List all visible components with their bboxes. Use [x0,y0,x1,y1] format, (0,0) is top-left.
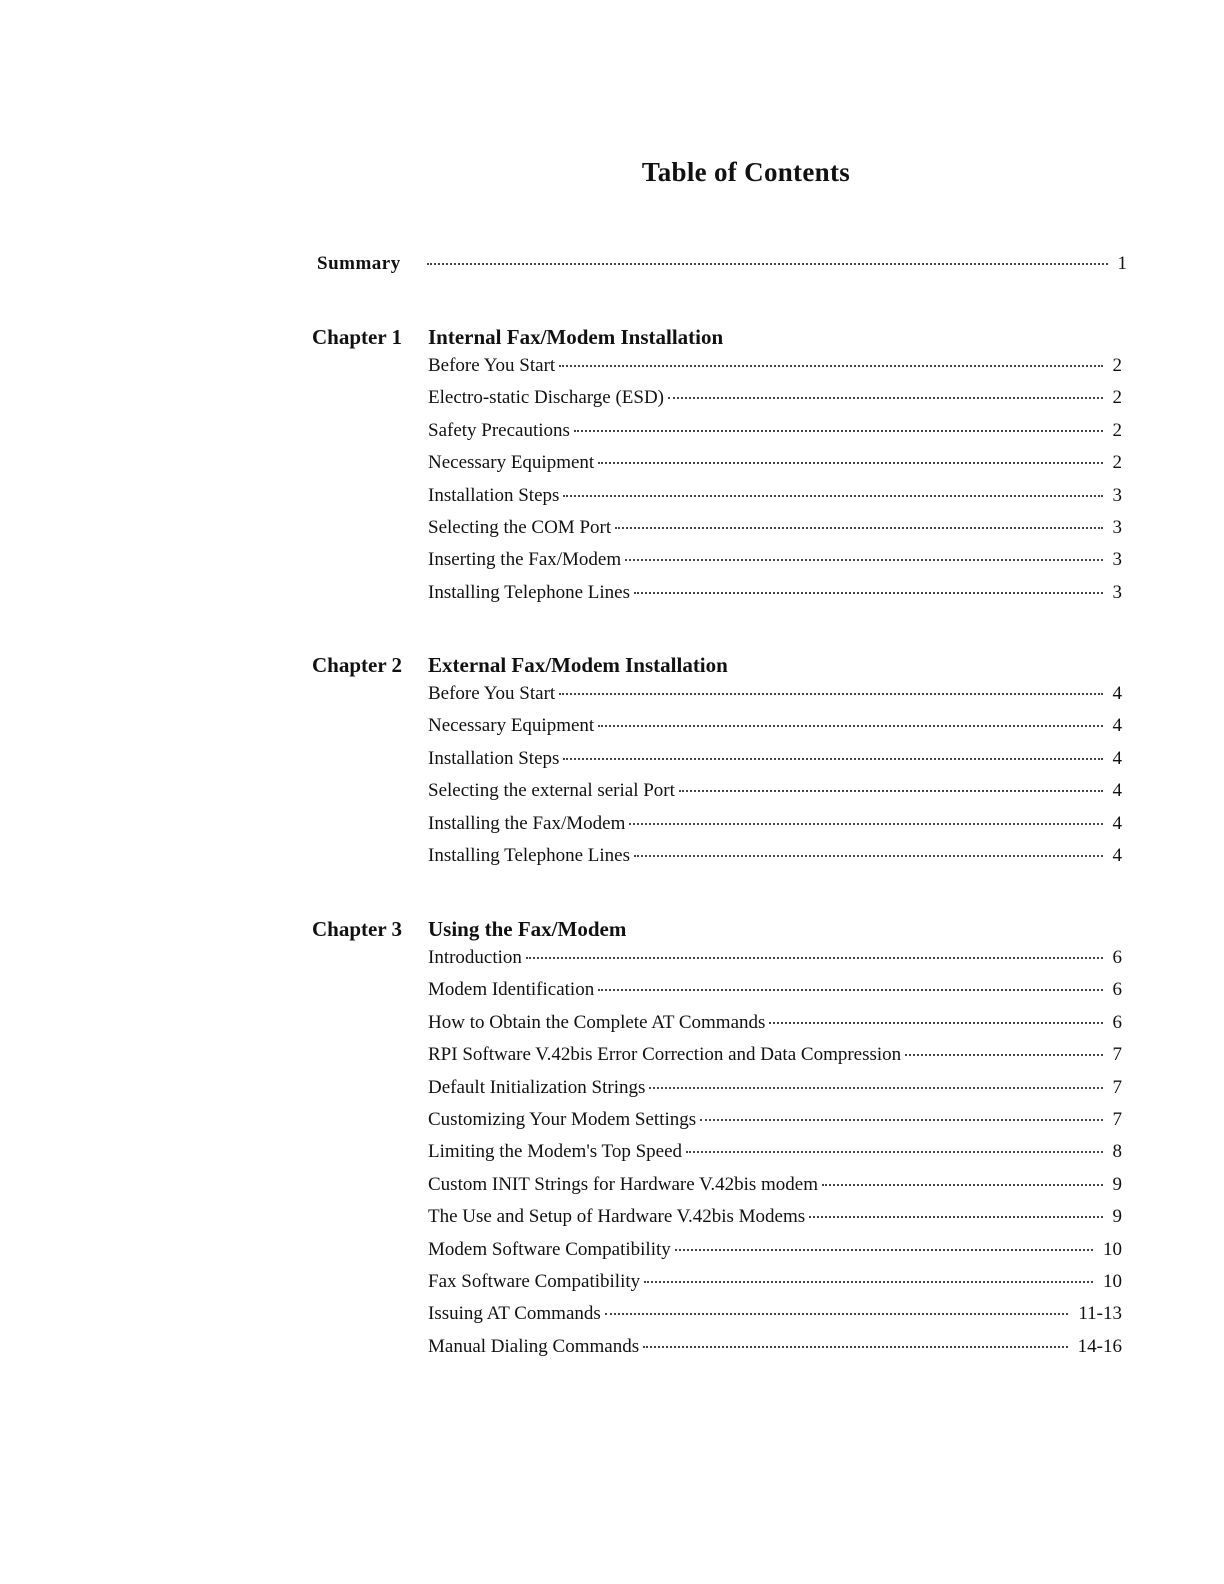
toc-entry-label: Installing the Fax/Modem [428,812,626,834]
dot-leader [605,1313,1069,1315]
toc-entry-page: 4 [1112,780,1122,802]
toc-entry-label: Selecting the COM Port [428,516,612,538]
toc-entry [428,1303,1122,1335]
dot-leader [769,1022,1102,1024]
toc-entry-label: Customizing Your Modem Settings [428,1108,697,1130]
toc-entry [428,715,1122,747]
toc-entry-label: Installing Telephone Lines [428,844,630,866]
toc-entry [428,517,1122,549]
toc-entry-label: Inserting the Fax/Modem [428,549,622,571]
toc-entry-label: Issuing AT Commands [428,1303,601,1325]
chapter-entries [428,355,1122,614]
chapter-number: Chapter 2 [312,652,403,677]
toc-entry-label: Limiting the Modem's Top Speed [428,1141,683,1163]
chapter-title: External Fax/Modem Installation [428,652,728,677]
chapter-entries [428,947,1122,1368]
toc-entry-page: 9 [1112,1206,1122,1228]
chapter-heading [312,321,1122,353]
dot-leader [649,1087,1102,1089]
toc-entry [428,1141,1122,1173]
toc-entry [428,1012,1122,1044]
chapter-2-section [312,649,1122,877]
dot-leader [598,462,1102,464]
toc-entry [428,1239,1122,1271]
dot-leader [563,758,1102,760]
toc-entry-page: 14-16 [1077,1335,1122,1357]
toc-entry-page: 4 [1112,683,1122,704]
toc-entry-label: Before You Start [428,683,556,704]
toc-entry-page: 4 [1112,715,1122,737]
toc-entry-page: 2 [1112,419,1122,441]
toc-entry-label: Default Initialization Strings [428,1076,646,1098]
dot-leader [905,1054,1102,1056]
toc-entry [428,683,1122,715]
toc-entry-page: 10 [1103,1270,1122,1292]
summary-row [317,253,1127,275]
dot-leader [679,790,1103,792]
chapter-title: Using the Fax/Modem [428,916,627,941]
toc-entry [428,947,1122,979]
toc-entry-page: 9 [1112,1173,1122,1195]
toc-entry-label: Before You Start [428,355,556,376]
chapter-title: Internal Fax/Modem Installation [428,324,724,349]
chapter-number: Chapter 1 [312,324,403,349]
dot-leader [822,1184,1102,1186]
dot-leader [809,1216,1102,1218]
toc-entry-label: Introduction [428,947,522,968]
toc-entry [428,979,1122,1011]
dot-leader [598,725,1102,727]
toc-entry [428,355,1122,387]
toc-entry [428,1109,1122,1141]
toc-entry [428,748,1122,780]
toc-entry-page: 2 [1112,355,1122,376]
toc-entry-label: Necessary Equipment [428,715,595,737]
dot-leader [634,592,1103,594]
toc-entry-label: Installing Telephone Lines [428,581,630,603]
toc-entry-label: Necessary Equipment [428,452,595,474]
toc-entry-page: 3 [1112,549,1122,571]
dot-leader [644,1281,1093,1283]
toc-entry [428,1077,1122,1109]
dot-leader [563,495,1102,497]
dot-leader [559,693,1102,695]
toc-entry [428,485,1122,517]
dot-leader [634,855,1103,857]
toc-entry-label: Modem Software Compatibility [428,1238,671,1260]
toc-entry-label: Modem Identification [428,979,595,1001]
summary-page-number: 1 [1117,253,1127,274]
toc-entry-label: Manual Dialing Commands [428,1335,640,1357]
toc-entry-page: 3 [1112,484,1122,506]
chapter-entries [428,683,1122,877]
toc-entry-page: 7 [1112,1076,1122,1098]
toc-entry-page: 4 [1112,747,1122,769]
summary-label: Summary [317,253,401,274]
chapter-1-section [312,321,1122,614]
toc-entry [428,1271,1122,1303]
toc-entry [428,420,1122,452]
toc-entry-label: Installation Steps [428,747,560,769]
toc-entry-page: 7 [1112,1044,1122,1066]
toc-entry-page: 6 [1112,947,1122,968]
dot-leader [643,1346,1068,1348]
dot-leader [615,527,1102,529]
toc-entry-label: The Use and Setup of Hardware V.42bis Modems [428,1206,806,1228]
toc-entry [428,1336,1122,1368]
toc-entry [428,582,1122,614]
toc-entry [428,452,1122,484]
toc-entry-page: 4 [1112,812,1122,834]
toc-entry-page: 11-13 [1078,1303,1122,1325]
toc-entry-label: Installation Steps [428,484,560,506]
toc-entry [428,780,1122,812]
dot-leader [668,397,1102,399]
toc-entry-label: Electro-static Discharge (ESD) [428,387,665,409]
dot-leader [598,989,1102,991]
toc-entry-label: Fax Software Compatibility [428,1270,641,1292]
dot-leader [625,559,1102,561]
toc-entry-page: 10 [1103,1238,1122,1260]
page-title: Table of Contents [641,157,851,187]
toc-entry-page: 2 [1112,387,1122,409]
toc-entry-page: 3 [1112,516,1122,538]
toc-entry-page: 3 [1112,581,1122,603]
dot-leader [686,1151,1102,1153]
dot-leader [427,263,1108,265]
toc-entry-label: Selecting the external serial Port [428,780,675,802]
toc-entry-page: 8 [1112,1141,1122,1163]
toc-entry-label: RPI Software V.42bis Error Correction and Data Compression [428,1044,902,1066]
dot-leader [574,430,1103,432]
dot-leader [526,957,1103,959]
toc-entry-page: 4 [1112,844,1122,866]
chapter-number: Chapter 3 [312,916,403,941]
chapter-heading [312,649,1122,681]
toc-entry [428,1206,1122,1238]
toc-entry [428,387,1122,419]
toc-entry [428,845,1122,877]
toc-entry-label: Custom INIT Strings for Hardware V.42bis modem [428,1173,819,1195]
toc-entry-page: 6 [1112,979,1122,1001]
chapter-heading [312,913,1122,945]
toc-entry-label: How to Obtain the Complete AT Commands [428,1011,766,1033]
toc-entry [428,1044,1122,1076]
dot-leader [559,365,1102,367]
toc-entry [428,813,1122,845]
toc-entry [428,549,1122,581]
dot-leader [675,1249,1093,1251]
toc-entry [428,1174,1122,1206]
dot-leader [629,823,1102,825]
dot-leader [700,1119,1102,1121]
toc-entry-page: 7 [1112,1108,1122,1130]
chapter-3-section [312,913,1122,1368]
toc-entry-label: Safety Precautions [428,419,570,441]
toc-entry-page: 2 [1112,452,1122,474]
toc-entry-page: 6 [1112,1011,1122,1033]
